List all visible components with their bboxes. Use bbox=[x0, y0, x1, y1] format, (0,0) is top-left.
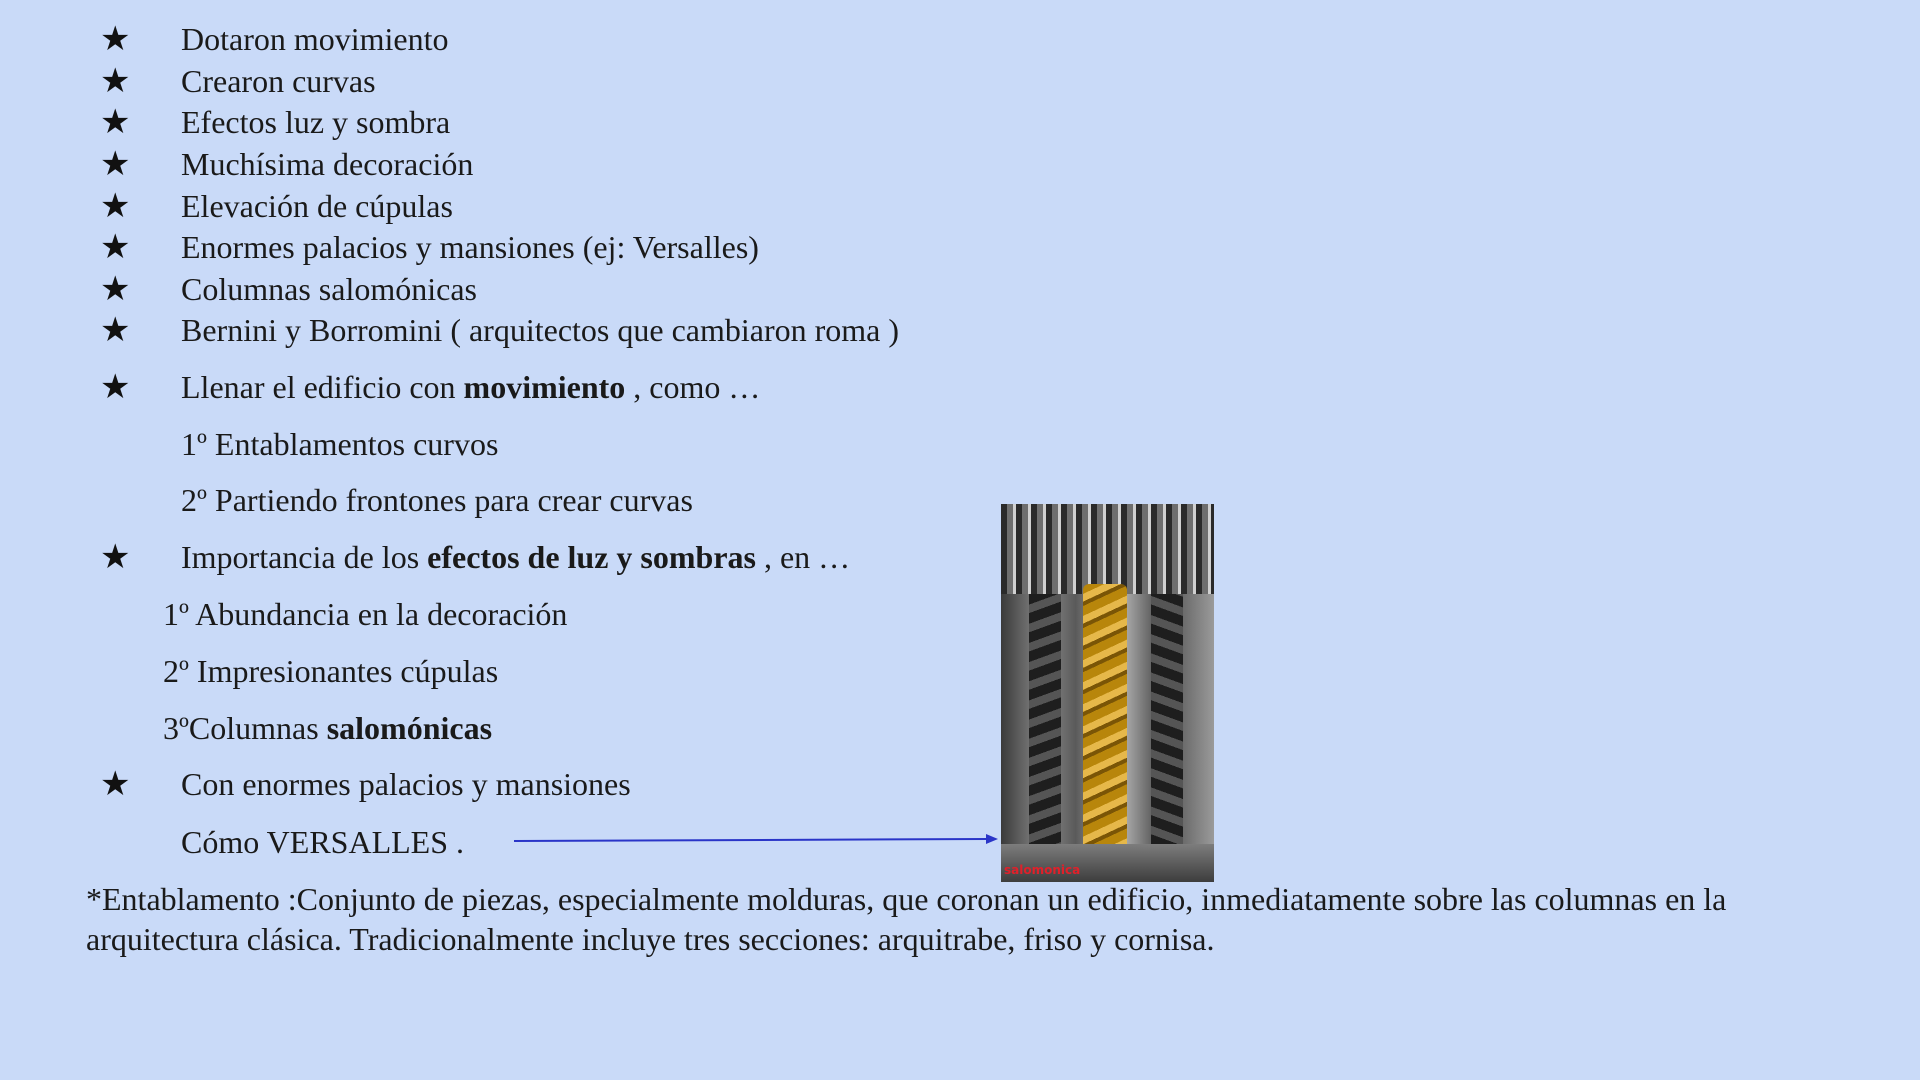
arrow-icon bbox=[512, 832, 998, 848]
sub-item-text: 2º Impresionantes cúpulas bbox=[163, 653, 499, 689]
canopy-shape bbox=[1001, 504, 1214, 594]
emphasis-text: salomónicas bbox=[326, 710, 493, 746]
dark-column-left bbox=[1029, 594, 1061, 864]
bullet-text: Muchísima decoración bbox=[181, 146, 474, 182]
sub-item-text: 2º Partiendo frontones para crear curvas bbox=[181, 482, 693, 518]
emphasis-text: efectos de luz y sombras bbox=[427, 539, 756, 575]
solomonic-column-image bbox=[1001, 504, 1214, 882]
star-icon: ★ bbox=[100, 310, 131, 350]
image-caption: salomonica bbox=[1004, 863, 1081, 877]
star-icon: ★ bbox=[100, 61, 131, 101]
star-icon: ★ bbox=[100, 537, 131, 577]
sub-item-text: Cómo VERSALLES . bbox=[181, 824, 464, 860]
star-icon: ★ bbox=[100, 367, 131, 407]
star-icon: ★ bbox=[100, 227, 131, 267]
bullet-text: Dotaron movimiento bbox=[181, 21, 449, 57]
emphasis-text: movimiento bbox=[463, 369, 626, 405]
bullet-text: Columnas salomónicas bbox=[181, 271, 477, 307]
footnote: *Entablamento :Conjunto de piezas, especialmente molduras, que coronan un edificio, inmediatamente sobre las columnas en la arquitectura clásica. Tradicionalmente incluye tres secciones: arquitrabe, friso y cornisa. bbox=[86, 881, 1727, 957]
sub-item-text: 1º Abundancia en la decoración bbox=[163, 596, 568, 632]
bullet-text: Importancia de los efectos de luz y sombras , en … bbox=[181, 539, 851, 575]
star-icon: ★ bbox=[100, 269, 131, 309]
bullet-text: Con enormes palacios y mansiones bbox=[181, 766, 631, 802]
bullet-text: Llenar el edificio con movimiento , como … bbox=[181, 369, 761, 405]
bullet-text: Crearon curvas bbox=[181, 63, 376, 99]
star-icon: ★ bbox=[100, 764, 131, 804]
bullet-text: Elevación de cúpulas bbox=[181, 188, 453, 224]
gold-solomonic-column bbox=[1083, 584, 1127, 869]
star-icon: ★ bbox=[100, 186, 131, 226]
star-icon: ★ bbox=[100, 144, 131, 184]
star-icon: ★ bbox=[100, 102, 131, 142]
star-icon: ★ bbox=[100, 19, 131, 59]
dark-column-right bbox=[1151, 594, 1183, 864]
bullet-text: Bernini y Borromini ( arquitectos que cambiaron roma ) bbox=[181, 312, 900, 348]
bullet-text: Enormes palacios y mansiones (ej: Versalles) bbox=[181, 229, 759, 265]
sub-item-text: 3ºColumnas salomónicas bbox=[163, 710, 493, 746]
bullet-text: Efectos luz y sombra bbox=[181, 104, 451, 140]
sub-item-text: 1º Entablamentos curvos bbox=[181, 426, 499, 462]
